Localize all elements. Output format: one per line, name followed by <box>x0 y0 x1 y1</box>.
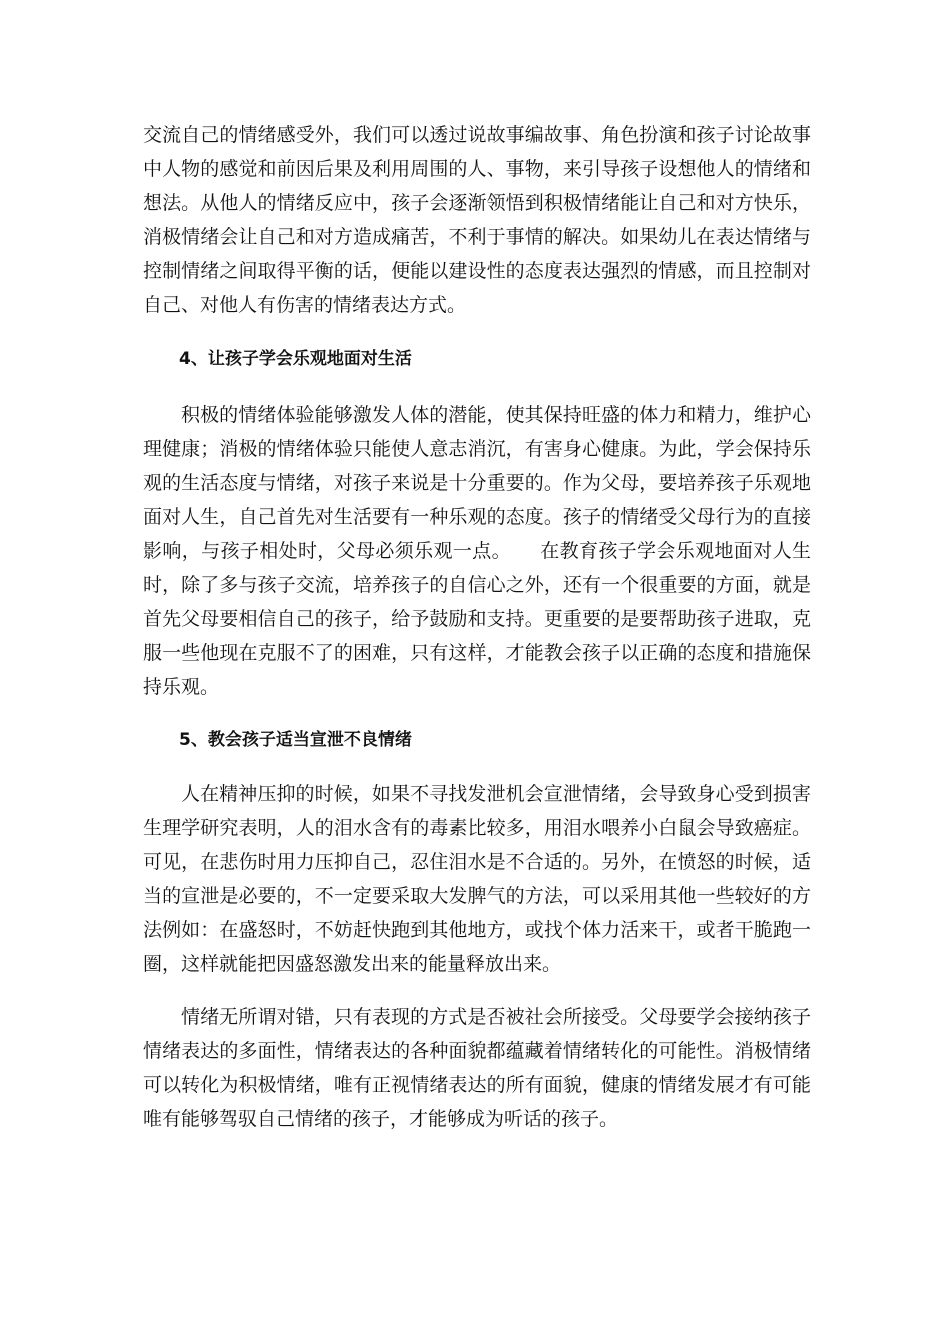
body-paragraph: 人在精神压抑的时候，如果不寻找发泄机会宣泄情绪，会导致身心受到损害生理学研究表明，人的泪水含有的毒素比较多，用泪水喂养小白鼠会导致癌症。可见，在悲伤时用力压抑自己，忍住泪水是不合适的。另外，在愤怒的时候，适当的宣泄是必要的，不一定要采取大发脾气的方法，可以采用其他一些较好的方法例如：在盛怒时，不妨赶快跑到其他地方，或找个体力活来干，或者干脆跑一圈，这样就能把因盛怒激发出来的能量释放出来。 <box>143 783 811 975</box>
document-page <box>143 118 811 1136</box>
body-paragraph: 交流自己的情绪感受外，我们可以透过说故事编故事、角色扮演和孩子讨论故事中人物的感觉和前因后果及利用周围的人、事物，来引导孩子设想他人的情绪和想法。从他人的情绪反应中，孩子会逐渐领悟到积极情绪能让自己和对方快乐，消极情绪会让自己和对方造成痛苦，不利于事情的解决。如果幼儿在表达情绪与控制情绪之间取得平衡的话，便能以建设性的态度表达强烈的情感，而且控制对自己、对他人有伤害的情绪表达方式。 <box>143 124 811 316</box>
body-paragraph: 情绪无所谓对错，只有表现的方式是否被社会所接受。父母要学会接纳孩子情绪表达的多面性，情绪表达的各种面貌都蕴藏着情绪转化的可能性。消极情绪可以转化为积极情绪，唯有正视情绪表达的所有面貌，健康的情绪发展才有可能唯有能够驾驭自己情绪的孩子，才能够成为听话的孩子。 <box>143 1006 811 1130</box>
section-heading: 4、让孩子学会乐观地面对生活 <box>179 349 412 369</box>
body-paragraph: 积极的情绪体验能够激发人体的潜能，使其保持旺盛的体力和精力，维护心理健康；消极的情绪体验只能使人意志消沉，有害身心健康。为此，学会保持乐观的生活态度与情绪，对孩子来说是十分重要的。作为父母，要培养孩子乐观地面对人生，自己首先对生活要有一种乐观的态度。孩子的情绪受父母行为的直接影响，与孩子相处时，父母必须乐观一点。 在教育孩子学会乐观地面对人生时，除了多与孩子交流，培养孩子的自信心之外，还有一个很重要的方面，就是首先父母要相信自己的孩子，给予鼓励和支持。更重要的是要帮助孩子进取，克服一些他现在克服不了的困难，只有这样，才能教会孩子以正确的态度和措施保持乐观。 <box>143 404 811 698</box>
section-heading: 5、教会孩子适当宣泄不良情绪 <box>179 730 412 750</box>
